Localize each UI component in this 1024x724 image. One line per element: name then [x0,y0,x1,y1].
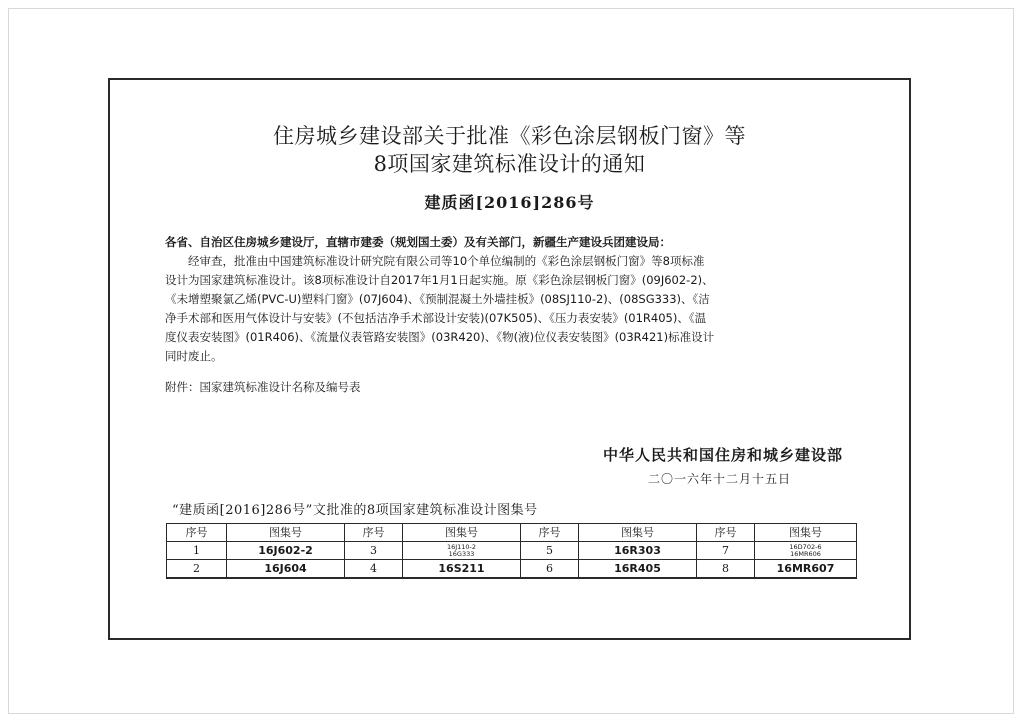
issue-date: 二〇一六年十二月十五日 [647,472,791,486]
table-row [167,542,857,560]
header-cell: 图集号 [755,524,857,542]
serial-cell: 1 [167,542,227,560]
body-line: 净手术部和医用气体设计与安装》(不包括洁净手术部设计安装)(07K505)、《压力表安装》(01R405)、《温 [165,311,707,325]
serial-cell: 3 [345,542,403,560]
body-line: 同时废止。 [165,349,223,363]
body-line: 设计为国家建筑标准设计。该8项标准设计自2017年1月1日起实施。原《彩色涂层钢板门窗》(09J602-2)、 [165,273,714,287]
notice-title-line-1: 住房城乡建设部关于批准《彩色涂层钢板门窗》等 [273,124,746,148]
atlas-code-cell [755,542,857,560]
serial-cell: 8 [697,560,755,579]
atlas-number-table [166,523,857,579]
notice-body [165,252,855,366]
table-header-row [167,524,857,542]
table-row [167,560,857,579]
body-line: 《未增塑聚氯乙烯(PVC-U)塑料门窗》(07J604)、《预制混凝土外墙挂板》(08SJ110-2)、(08SG333)、《洁 [165,292,710,306]
table-caption: “建质函[2016]286号”文批准的8项国家建筑标准设计图集号 [172,503,538,518]
atlas-code-cell: 16J604 [227,560,345,579]
body-line: 经审查，批准由中国建筑标准设计研究院有限公司等10个单位编制的《彩色涂层钢板门窗》等8项标准 [165,254,705,268]
atlas-code-cell: 16J602-2 [227,542,345,560]
serial-cell: 2 [167,560,227,579]
header-cell: 序号 [345,524,403,542]
header-cell: 图集号 [579,524,697,542]
serial-cell: 5 [521,542,579,560]
serial-cell: 4 [345,560,403,579]
atlas-code-line: 16G333 [448,549,475,558]
atlas-code-cell: 16MR607 [755,560,857,579]
document-frame [108,78,911,640]
header-cell: 序号 [697,524,755,542]
document-number: 建质函[2016]286号 [424,193,595,212]
attachment-note: 附件：国家建筑标准设计名称及编号表 [165,380,361,394]
atlas-code-line: 16J110-2 [446,542,477,551]
issuing-authority: 中华人民共和国住房和城乡建设部 [602,446,843,464]
atlas-code-cell: 16R405 [579,560,697,579]
body-line: 度仪表安装图》(01R406)、《流量仪表管路安装图》(03R420)、《物(液)位仪表安装图》(03R421)标准设计 [165,330,715,344]
atlas-code-cell: 16S211 [403,560,521,579]
atlas-code-cell: 16R303 [579,542,697,560]
atlas-code-line: 16D702-6 [789,542,822,551]
serial-cell: 7 [697,542,755,560]
header-cell: 序号 [167,524,227,542]
notice-title-line-2: 8项国家建筑标准设计的通知 [373,152,646,176]
serial-cell: 6 [521,560,579,579]
atlas-code-cell [403,542,521,560]
header-cell: 图集号 [227,524,345,542]
header-cell: 序号 [521,524,579,542]
atlas-code-line: 16MR606 [790,549,821,558]
header-cell: 图集号 [403,524,521,542]
addressee: 各省、自治区住房城乡建设厅，直辖市建委（规划国土委）及有关部门，新疆生产建设兵团建设局： [165,235,671,249]
